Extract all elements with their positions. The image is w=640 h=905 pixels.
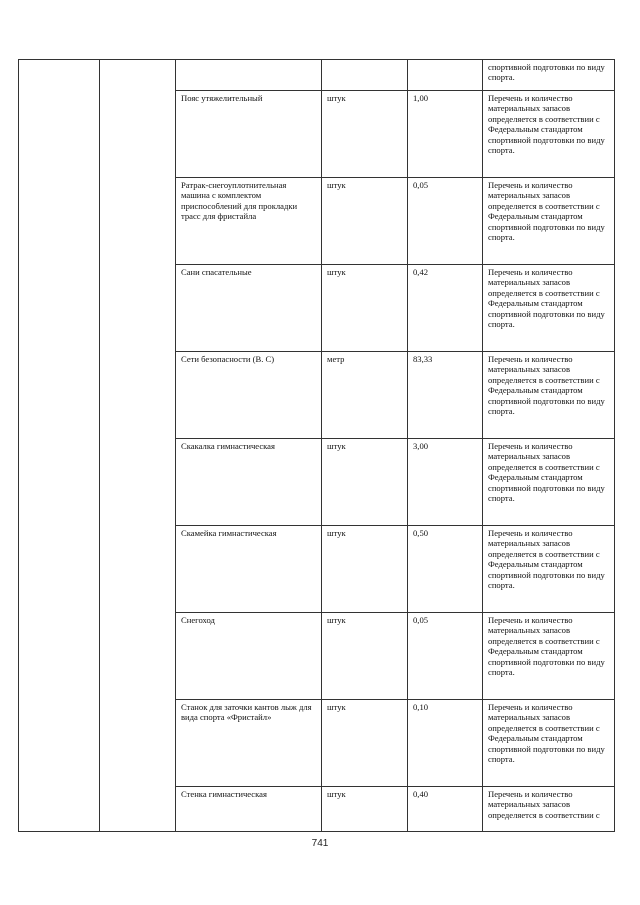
- note-cell: Перечень и количество материальных запасов определяется в соответствии с: [483, 787, 615, 832]
- materials-table: [18, 59, 615, 832]
- item-name-cell: Скамейка гимнастическая: [176, 526, 322, 613]
- item-name-cell: Стенка гимнастическая: [176, 787, 322, 832]
- quantity-cell: 0,05: [408, 613, 483, 700]
- quantity-cell: 0,10: [408, 700, 483, 787]
- note-cell: Перечень и количество материальных запасов определяется в соответствии с Федеральным стандартом спортивной подготовки по виду спорта.: [483, 91, 615, 178]
- item-name-cell: Пояс утяжелительный: [176, 91, 322, 178]
- item-name-cell: Сети безопасности (В. С): [176, 352, 322, 439]
- unit-cell: штук: [322, 178, 408, 265]
- item-name-cell: Снегоход: [176, 613, 322, 700]
- unit-cell: штук: [322, 265, 408, 352]
- unit-cell: метр: [322, 352, 408, 439]
- materials-table-body: [19, 60, 615, 832]
- note-cell: Перечень и количество материальных запасов определяется в соответствии с Федеральным стандартом спортивной подготовки по виду спорта.: [483, 439, 615, 526]
- quantity-cell: 0,40: [408, 787, 483, 832]
- item-name-cell: Сани спасательные: [176, 265, 322, 352]
- item-name-cell: Станок для заточки кантов лыж для вида спорта «Фристайл»: [176, 700, 322, 787]
- note-cell: Перечень и количество материальных запасов определяется в соответствии с Федеральным стандартом спортивной подготовки по виду спорта.: [483, 178, 615, 265]
- note-cell: Перечень и количество материальных запасов определяется в соответствии с Федеральным стандартом спортивной подготовки по виду спорта.: [483, 352, 615, 439]
- quantity-cell: [408, 60, 483, 91]
- note-cell: Перечень и количество материальных запасов определяется в соответствии с Федеральным стандартом спортивной подготовки по виду спорта.: [483, 700, 615, 787]
- item-name-cell: Ратрак-снегоуплотнительная машина с комплектом приспособлений для прокладки трасс для фристайла: [176, 178, 322, 265]
- note-cell: Перечень и количество материальных запасов определяется в соответствии с Федеральным стандартом спортивной подготовки по виду спорта.: [483, 526, 615, 613]
- quantity-cell: 83,33: [408, 352, 483, 439]
- note-cell: Перечень и количество материальных запасов определяется в соответствии с Федеральным стандартом спортивной подготовки по виду спорта.: [483, 265, 615, 352]
- note-cell: Перечень и количество материальных запасов определяется в соответствии с Федеральным стандартом спортивной подготовки по виду спорта.: [483, 613, 615, 700]
- quantity-cell: 3,00: [408, 439, 483, 526]
- unit-cell: штук: [322, 787, 408, 832]
- item-name-cell: Скакалка гимнастическая: [176, 439, 322, 526]
- unit-cell: штук: [322, 613, 408, 700]
- page-number: 741: [311, 838, 329, 849]
- table-row: [19, 60, 615, 91]
- item-name-cell: [176, 60, 322, 91]
- quantity-cell: 0,42: [408, 265, 483, 352]
- quantity-cell: 1,00: [408, 91, 483, 178]
- unit-cell: [322, 60, 408, 91]
- subcategory-cell: [100, 60, 176, 832]
- quantity-cell: 0,50: [408, 526, 483, 613]
- unit-cell: штук: [322, 91, 408, 178]
- unit-cell: штук: [322, 439, 408, 526]
- quantity-cell: 0,05: [408, 178, 483, 265]
- note-cell: спортивной подготовки по виду спорта.: [483, 60, 615, 91]
- unit-cell: штук: [322, 526, 408, 613]
- unit-cell: штук: [322, 700, 408, 787]
- category-cell: [19, 60, 100, 832]
